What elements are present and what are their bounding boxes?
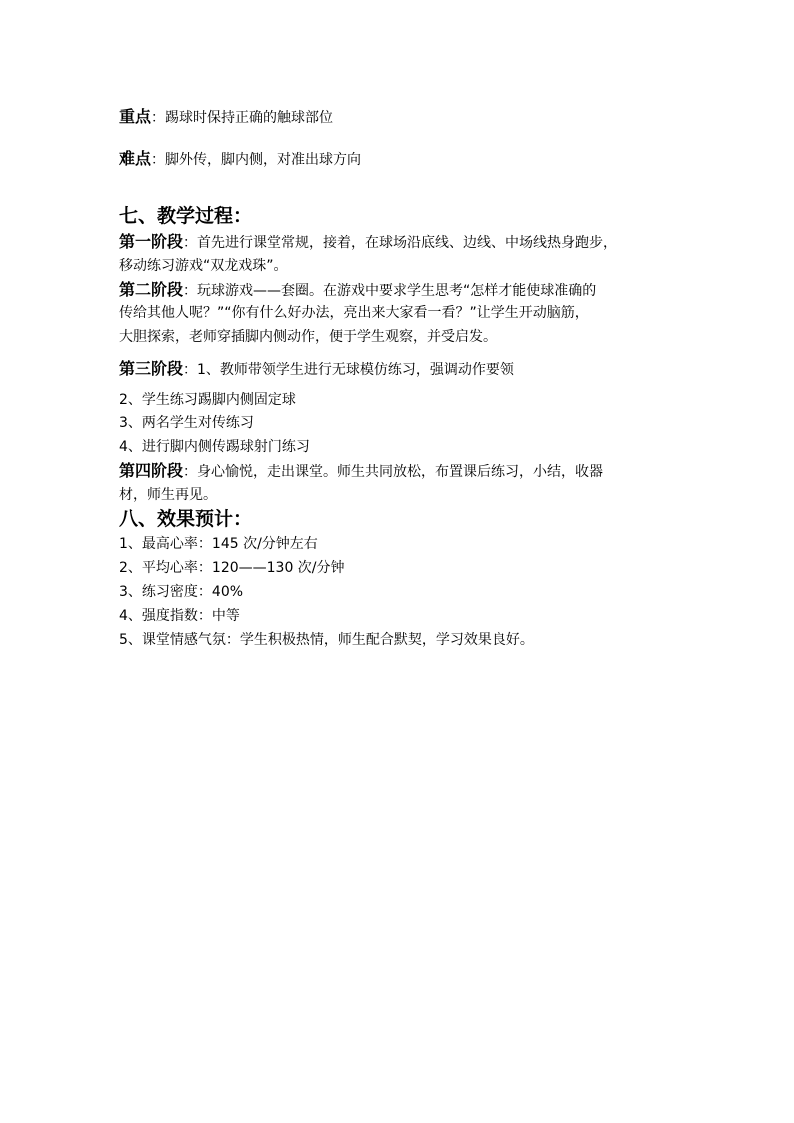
stage2-text1: ：玩球游戏——套圈。在游戏中要求学生思考“怎样才能使球准确的 [183, 283, 597, 299]
focus-line [119, 107, 333, 128]
effect-item: 2、平均心率：120——130 次/分钟 [119, 560, 345, 576]
focus-text: ：踢球时保持正确的触球部位 [151, 110, 334, 126]
effect-item: 5、课堂情感气氛：学生积极热情，师生配合默契，学习效果良好。 [119, 632, 534, 648]
difficulty-label: 难点 [119, 149, 152, 168]
stage1-line2: 移动练习游戏“双龙戏珠”。 [119, 258, 288, 274]
effect-item: 1、最高心率：145 次/分钟左右 [119, 536, 318, 552]
section8-heading: 八、效果预计： [119, 508, 253, 530]
stage1-line1 [119, 232, 617, 253]
section7-heading: 七、教学过程： [119, 205, 253, 227]
focus-label: 重点 [119, 107, 152, 126]
stage2-line3: 大胆探索，老师穿插脚内侧动作，便于学生观察，并受启发。 [119, 329, 497, 345]
stage4-label: 第四阶段 [119, 461, 184, 480]
stage3-item2: 2、学生练习踢脚内侧固定球 [119, 392, 296, 408]
stage3-item3: 3、两名学生对传练习 [119, 415, 254, 431]
difficulty-text: ：脚外传，脚内侧，对准出球方向 [151, 152, 362, 168]
effect-item: 4、强度指数：中等 [119, 608, 240, 624]
stage3-text1: ：1、教师带领学生进行无球模仿练习，强调动作要领 [183, 362, 514, 378]
difficulty-line [119, 149, 361, 170]
stage2-label: 第二阶段 [119, 280, 184, 299]
stage4-text1: ：身心愉悦，走出课堂。师生共同放松，布置课后练习，小结，收器 [183, 464, 604, 480]
stage1-text1: ：首先进行课堂常规，接着，在球场沿底线、边线、中场线热身跑步， [183, 235, 618, 251]
stage3-line1 [119, 359, 514, 380]
stage4-line2: 材，师生再见。 [119, 487, 217, 503]
stage1-label: 第一阶段 [119, 232, 184, 251]
effect-item: 3、练习密度：40% [119, 584, 244, 600]
stage3-item4: 4、进行脚内侧传踢球射门练习 [119, 439, 310, 455]
stage2-line1 [119, 280, 596, 301]
stage3-label: 第三阶段 [119, 359, 184, 378]
stage2-line2: 传给其他人呢？”“你有什么好办法，亮出来大家看一看？”让学生开动脑筋， [119, 305, 589, 321]
stage4-line1 [119, 461, 603, 482]
